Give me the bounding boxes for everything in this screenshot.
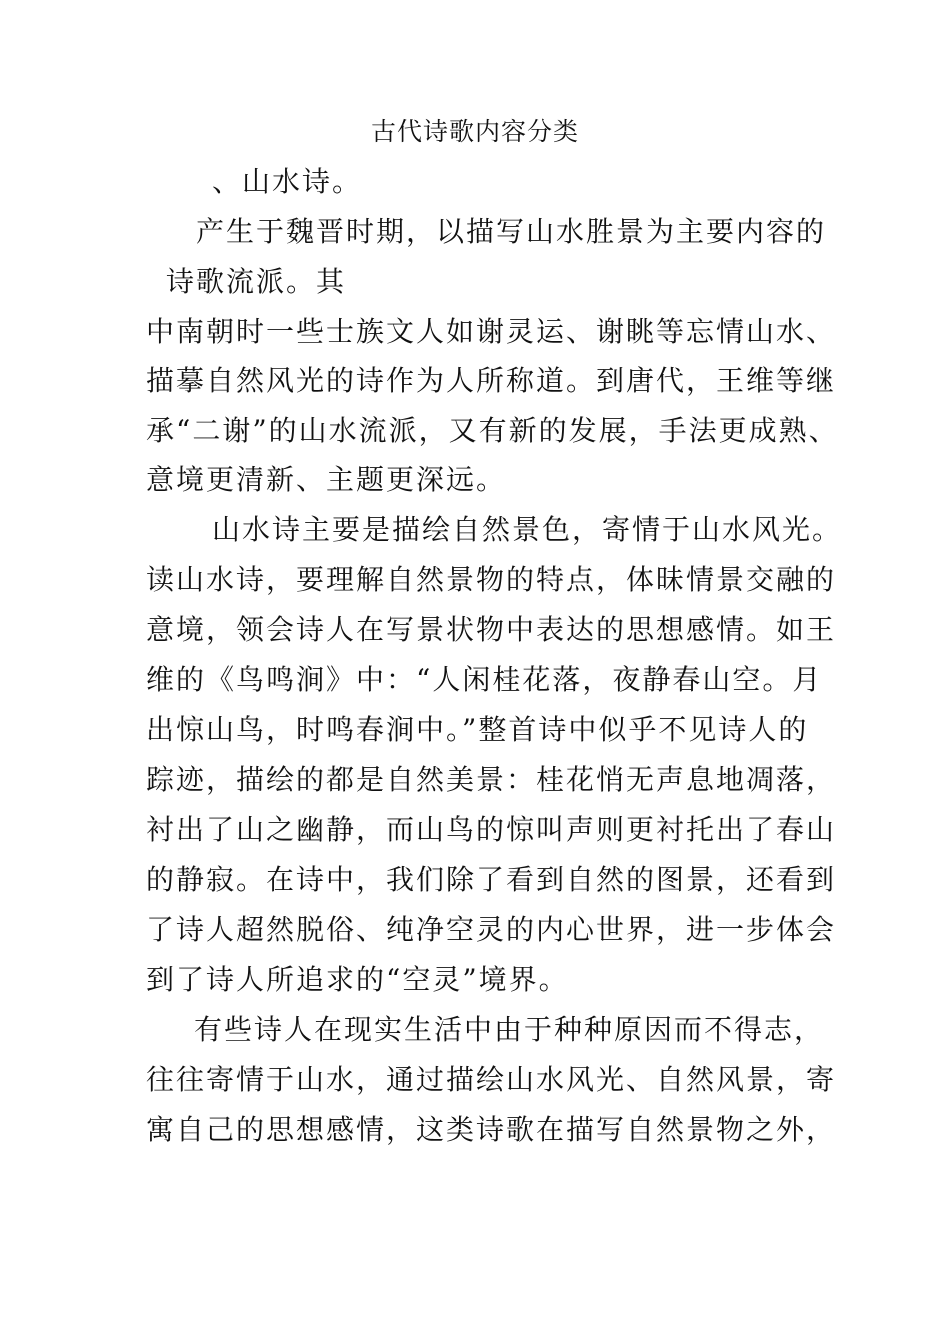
paragraph-line: 产生于魏晋时期，以描写山水胜景为主要内容的 bbox=[196, 215, 827, 248]
paragraph-line: 出惊山鸟，时鸣春涧中。”整首诗中似乎不见诗人的 bbox=[146, 713, 809, 746]
paragraph-line: 意境，领会诗人在写景状物中表达的思想感情。如王 bbox=[146, 613, 837, 646]
paragraph-line: 描摹自然风光的诗作为人所称道。到唐代，王维等继 bbox=[146, 364, 837, 397]
paragraph-line: 的静寂。在诗中，我们除了看到自然的图景，还看到 bbox=[146, 863, 837, 896]
paragraph-line: 中南朝时一些士族文人如谢灵运、谢眺等忘情山水、 bbox=[146, 315, 837, 348]
paragraph-line: 到了诗人所追求的“空灵”境界。 bbox=[146, 963, 569, 996]
paragraph-line: 意境更清新、主题更深远。 bbox=[146, 463, 507, 496]
paragraph-line: 踪迹，描绘的都是自然美景：桂花悄无声息地凋落， bbox=[146, 763, 837, 796]
paragraph-line: 衬出了山之幽静，而山鸟的惊叫声则更衬托出了春山 bbox=[146, 813, 837, 846]
section-heading: 、山水诗。 bbox=[212, 165, 363, 198]
paragraph-line: 了诗人超然脱俗、纯净空灵的内心世界，进一步体会 bbox=[146, 913, 837, 946]
paragraph-line: 读山水诗，要理解自然景物的特点，体昧情景交融的 bbox=[146, 563, 837, 596]
paragraph-line: 寓自己的思想感情，这类诗歌在描写自然景物之外， bbox=[146, 1113, 837, 1146]
paragraph-line: 维的《鸟鸣涧》中：“人闲桂花落，夜静春山空。月 bbox=[146, 663, 823, 696]
paragraph-line: 承“二谢”的山水流派，又有新的发展，手法更成熟、 bbox=[146, 414, 839, 447]
document-title: 古代诗歌内容分类 bbox=[370, 117, 579, 146]
paragraph-line: 山水诗主要是描绘自然景色，寄情于山水风光。 bbox=[212, 513, 843, 546]
paragraph-line: 有些诗人在现实生活中由于种种原因而不得志， bbox=[194, 1013, 825, 1046]
paragraph-line: 诗歌流派。其 bbox=[166, 265, 347, 298]
paragraph-line: 往往寄情于山水，通过描绘山水风光、自然风景，寄 bbox=[146, 1063, 837, 1096]
